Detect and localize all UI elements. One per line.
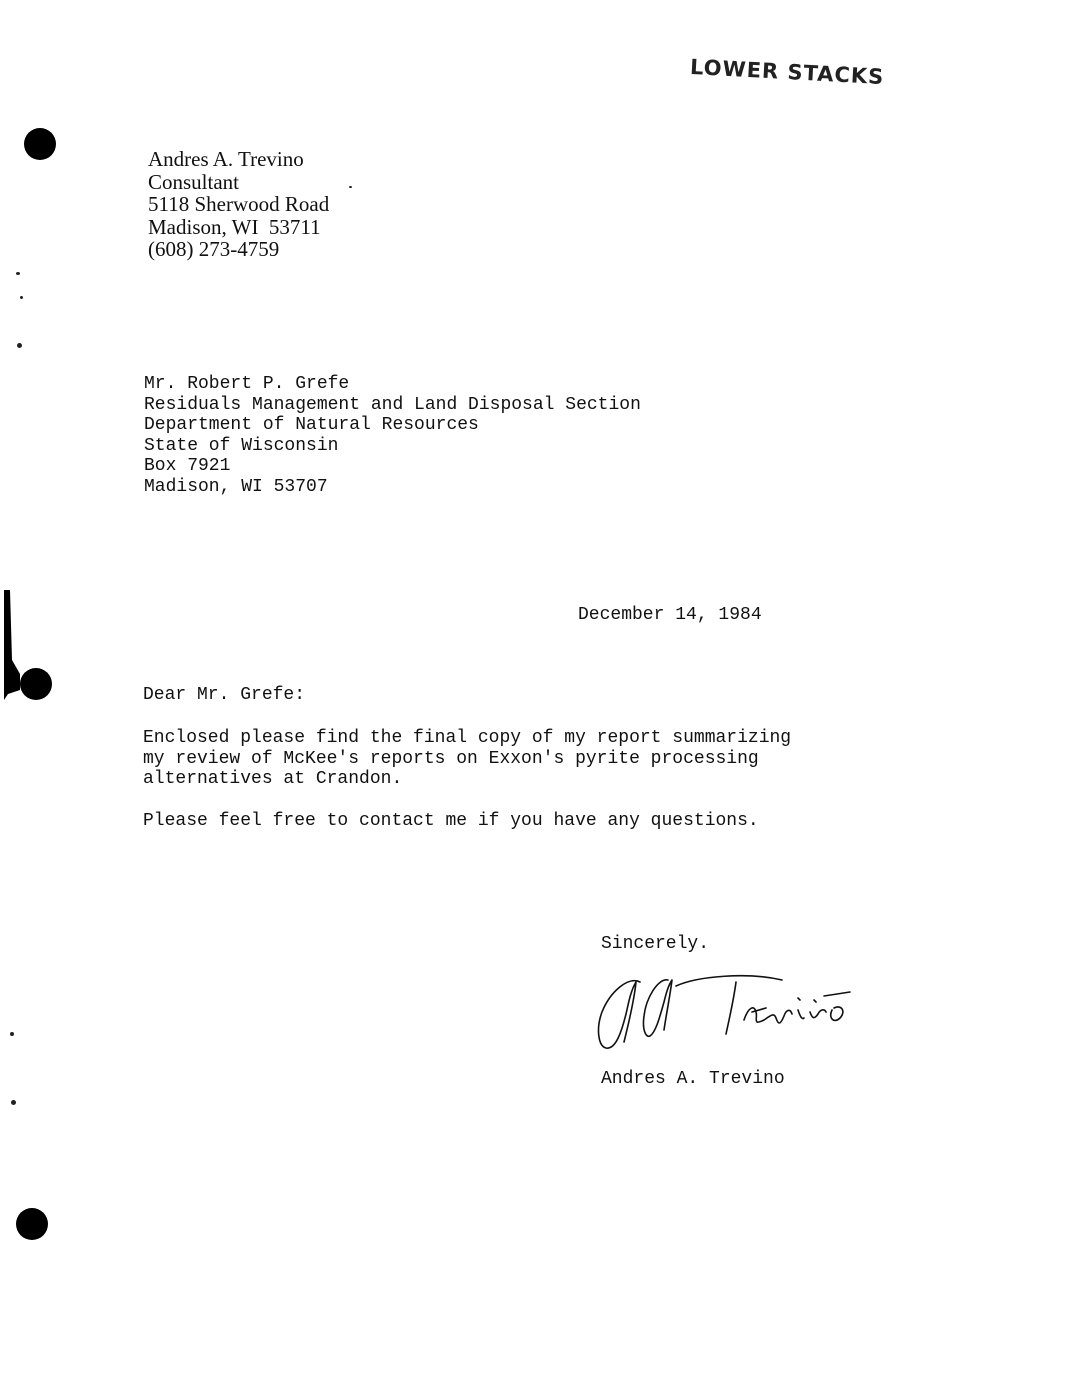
sender-street: 5118 Sherwood Road bbox=[148, 192, 330, 216]
handwritten-signature bbox=[588, 968, 868, 1058]
letter-date: December 14, 1984 bbox=[578, 605, 762, 625]
speck bbox=[17, 343, 22, 348]
closing: Sincerely. bbox=[601, 934, 710, 954]
signer-name: Andres A. Trevino bbox=[601, 1069, 785, 1089]
speck bbox=[349, 186, 352, 188]
recipient-state: State of Wisconsin bbox=[144, 435, 339, 456]
sender-address-block bbox=[148, 148, 329, 261]
punch-hole-bottom bbox=[16, 1208, 48, 1240]
recipient-address-block bbox=[144, 374, 641, 498]
sender-city: Madison, WI 53711 bbox=[148, 214, 321, 239]
speck bbox=[16, 272, 20, 275]
speck bbox=[11, 1100, 16, 1105]
scan-edge-mark bbox=[0, 590, 36, 700]
recipient-name: Mr. Robert P. Grefe bbox=[144, 374, 350, 394]
recipient-section: Residuals Management and Land Disposal Section bbox=[144, 394, 641, 415]
salutation: Dear Mr. Grefe: bbox=[143, 685, 306, 705]
speck bbox=[20, 296, 23, 299]
body-paragraph-2: Please feel free to contact me if you have any questions. bbox=[143, 811, 759, 831]
speck bbox=[10, 1032, 14, 1036]
punch-hole-top bbox=[24, 128, 56, 160]
body-line: my review of McKee's reports on Exxon's pyrite processing bbox=[143, 748, 759, 769]
recipient-box: Box 7921 bbox=[144, 456, 231, 477]
recipient-city: Madison, WI 53707 bbox=[144, 476, 328, 497]
sender-name: Andres A. Trevino bbox=[148, 147, 304, 171]
body-paragraph-1 bbox=[143, 728, 791, 790]
recipient-department: Department of Natural Resources bbox=[144, 415, 479, 436]
sender-phone: (608) 273-4759 bbox=[148, 237, 280, 261]
body-line: alternatives at Crandon. bbox=[143, 769, 403, 789]
sender-title: Consultant bbox=[148, 169, 240, 194]
lower-stacks-stamp: LOWER STACKS bbox=[689, 54, 885, 90]
body-line: Enclosed please find the final copy of my report summarizing bbox=[143, 728, 792, 748]
